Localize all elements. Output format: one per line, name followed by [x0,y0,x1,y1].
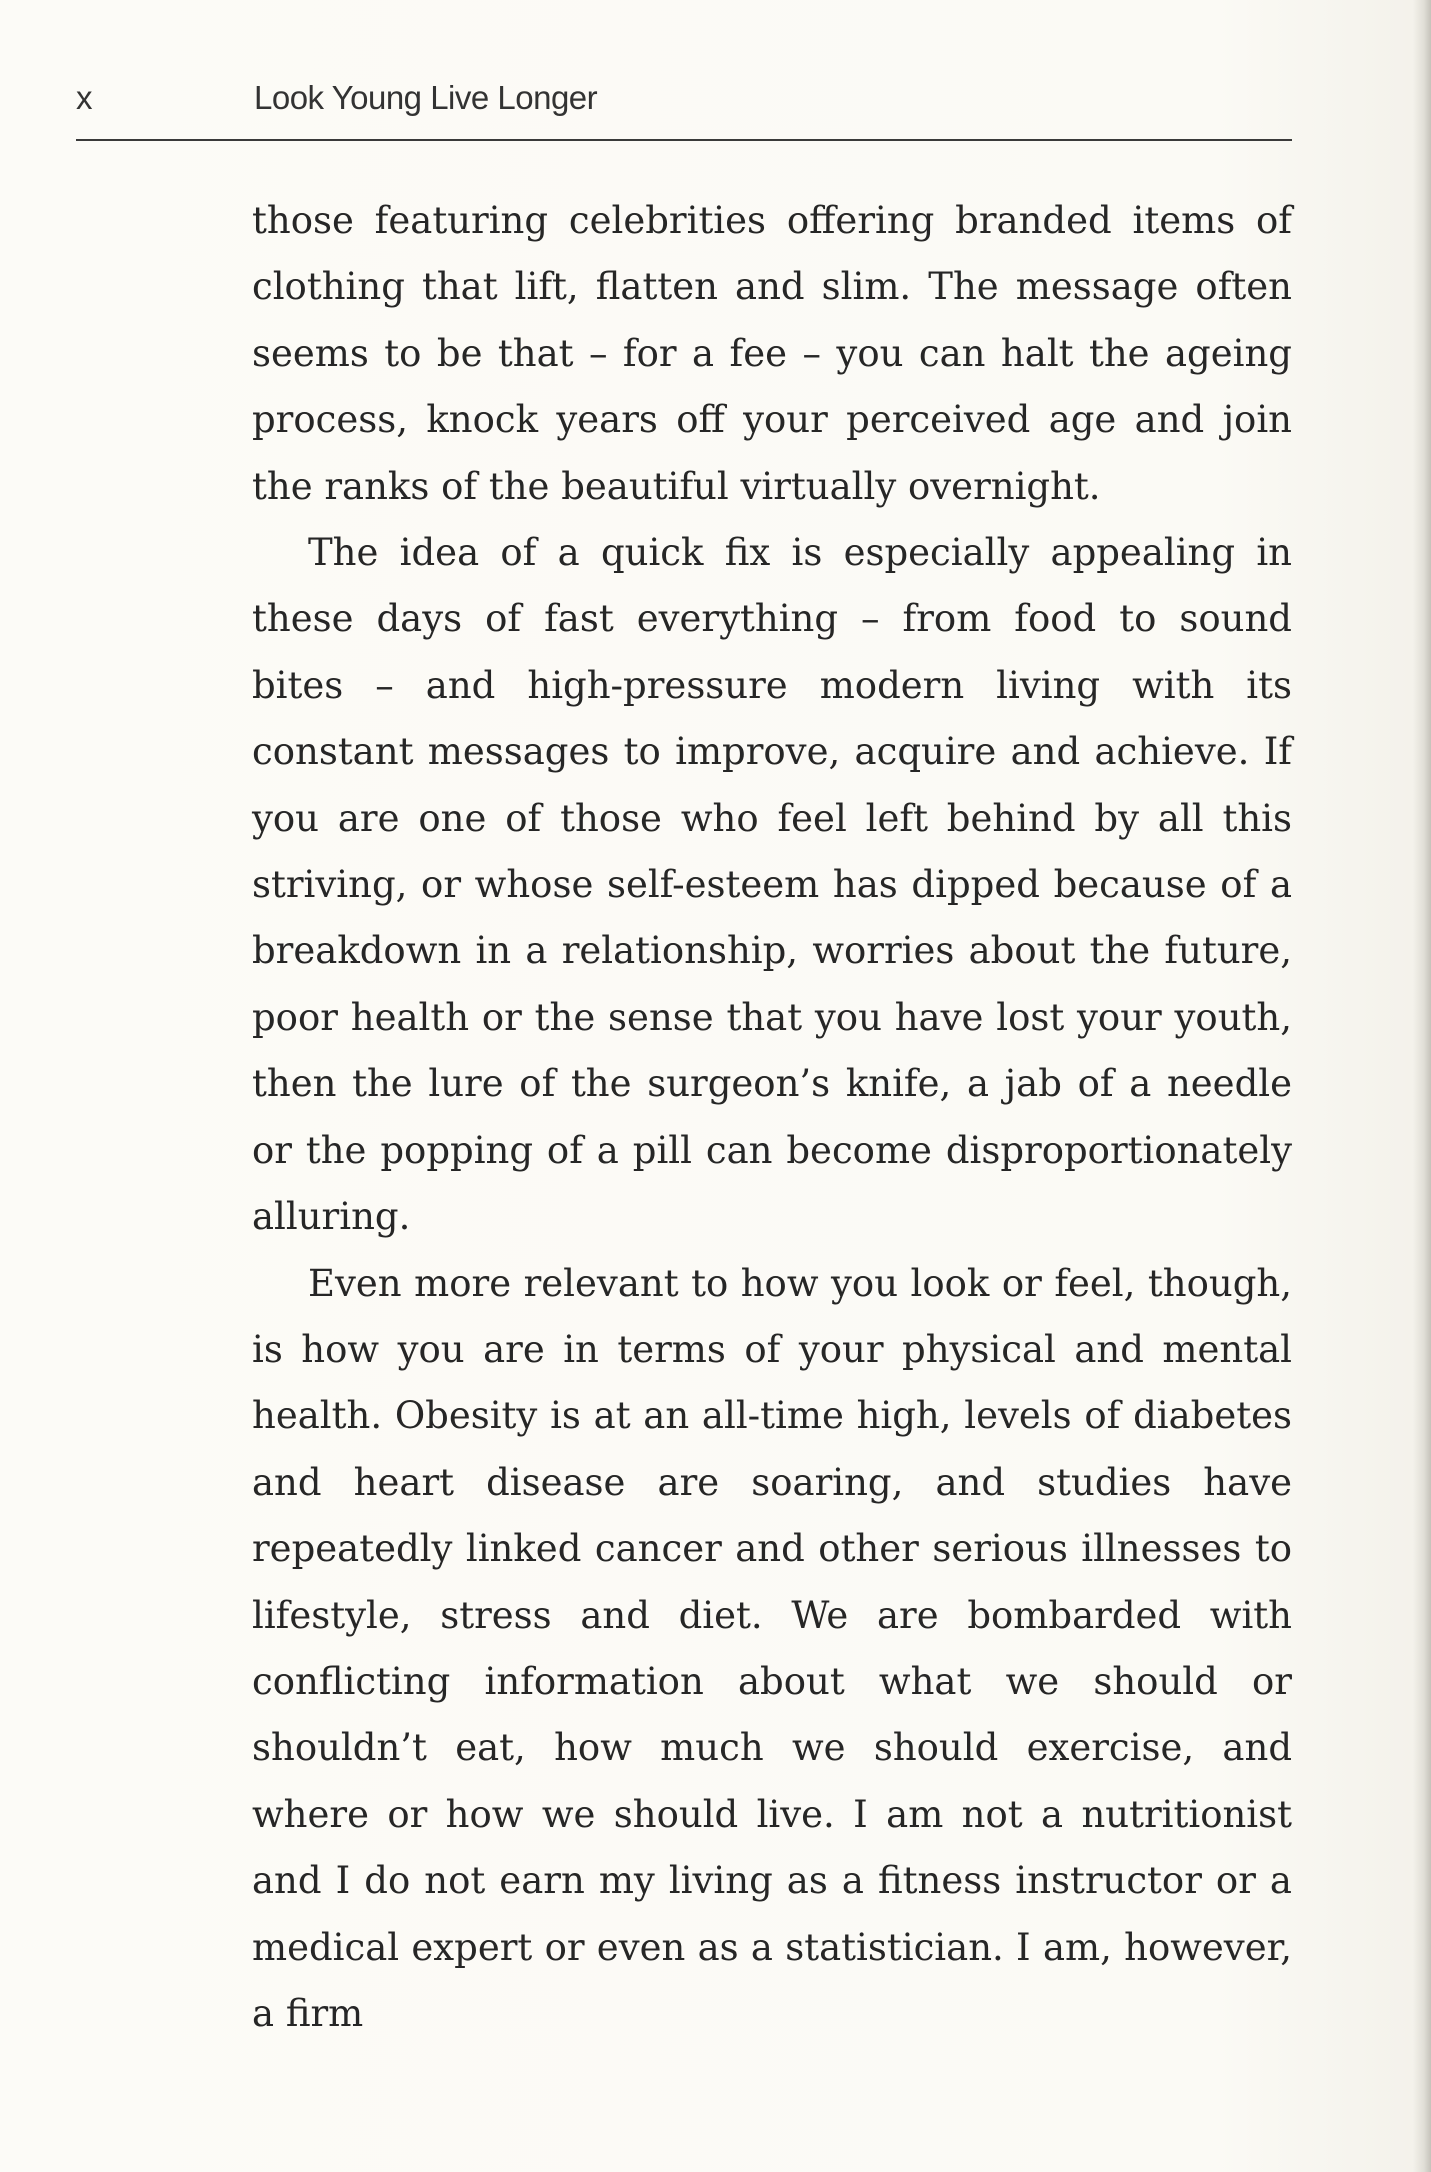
paragraph-1: those featuring celebrities offering branded items of clothing that lift, flatten and slim. The message often seems to be that – for a fee – you can halt the ageing process, knock years off your perceived age and join the ranks of the beautiful virtually overnight. [252,199,1292,508]
paragraph-3: Even more relevant to how you look or feel, though, is how you are in terms of your physical and mental health. Obesity is at an all-time high, levels of diabetes and heart disease are soaring, and studies have repeatedly linked cancer and other serious illnesses to lifestyle, stress and diet. We are bombarded with conflicting information about what we should or shouldn’t eat, how much we should exercise, and where or how we should live. I am not a nutritionist and I do not earn my living as a fitness instructor or a medical expert or even as a statistician. I am, however, a firm [252,1261,1292,2035]
running-head [76,78,1292,138]
page-number: x [76,79,93,116]
page-edge-shadow [1413,0,1431,2172]
header-rule [76,139,1292,141]
paragraph-2: The idea of a quick fix is especially appealing in these days of fast everything – from food to sound bites – and high-pressure modern living with its constant messages to improve, acquire and achieve. If you are one of those who feel left behind by all this striving, or whose self-esteem has dipped because of a breakdown in a relationship, worries about the future, poor health or the sense that you have lost your youth, then the lure of the surgeon’s knife, a jab of a needle or the popping of a pill can become disproportionately alluring. [252,531,1292,1239]
book-title: Look Young Live Longer [254,79,598,116]
body-text [252,188,1292,2047]
